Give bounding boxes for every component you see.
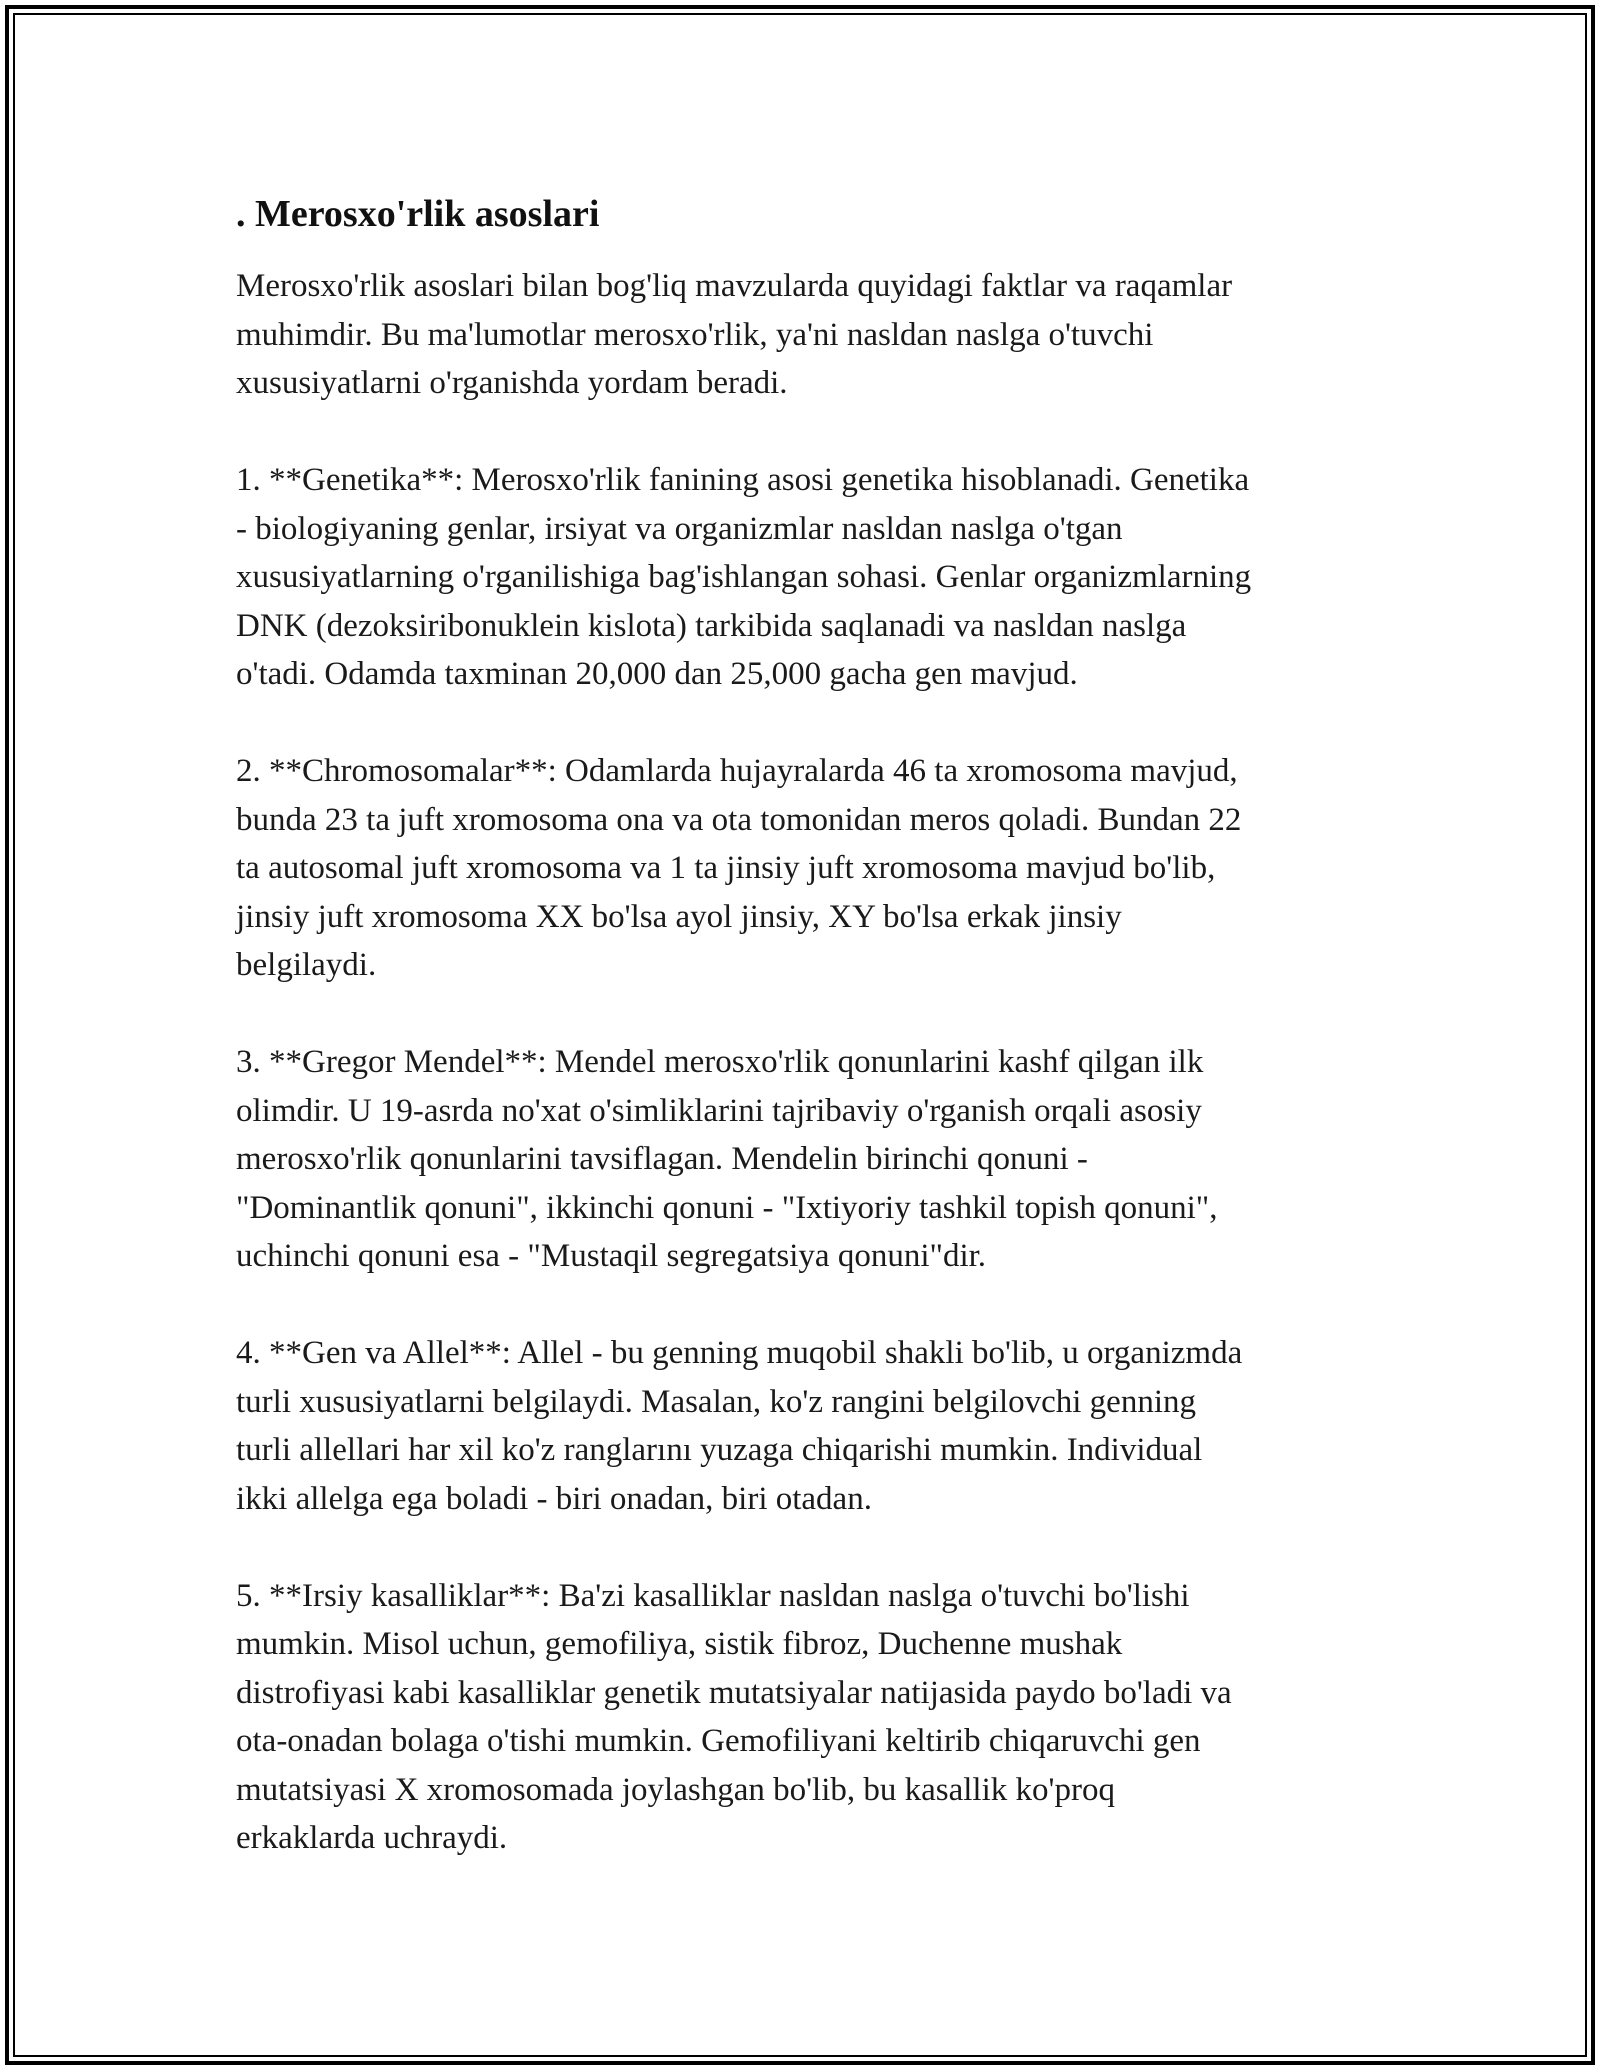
text-line: 4. **Gen va Allel**: Allel - bu genning muqobil shakli bo'lib, u organizmda xyxy=(236,1335,1243,1371)
text-line: 3. **Gregor Mendel**: Mendel merosxo'rlik qonunlarini kashf qilgan ilk xyxy=(236,1044,1204,1080)
text-line: jinsiy juft xromosoma XX bo'lsa ayol jinsiy, XY bo'lsa erkak jinsiy xyxy=(236,898,1122,935)
genetika-paragraph xyxy=(236,456,1376,699)
text-line: bunda 23 ta juft xromosoma ona va ota tomonidan meros qoladi. Bundan 22 xyxy=(236,801,1242,838)
text-line: ta autosomal juft xromosoma va 1 ta jinsiy juft xromosoma mavjud bo'lib, xyxy=(236,850,1216,886)
text-line: DNK (dezoksiribonuklein kislota) tarkibida saqlanadi va nasldan naslga xyxy=(236,607,1187,644)
text-line: mutatsiyasi X xromosomada joylashgan bo'lib, bu kasallik ko'proq xyxy=(236,1771,1115,1808)
text-line: 1. **Genetika**: Merosxo'rlik fanining asosi genetika hisoblanadi. Genetika xyxy=(236,462,1250,498)
document-title: . Merosxo'rlik asoslari xyxy=(236,193,600,235)
text-line: Merosxo'rlik asoslari bilan bog'liq mavzularda quyidagi faktlar va raqamlar xyxy=(236,268,1233,304)
text-line: xususiyatlarni o'rganishda yordam beradi. xyxy=(236,365,788,401)
text-line: "Dominantlik qonuni", ikkinchi qonuni - "Ixtiyoriy tashkil topish qonuni", xyxy=(236,1189,1218,1226)
text-line: belgilaydi. xyxy=(236,947,377,983)
gen-va-allel-paragraph xyxy=(236,1329,1376,1523)
text-line: muhimdir. Bu ma'lumotlar merosxo'rlik, ya'ni nasldan naslga o'tuvchi xyxy=(236,316,1154,353)
text-line: mumkin. Misol uchun, gemofiliya, sistik fibroz, Duchenne mushak xyxy=(236,1626,1123,1662)
text-line: olimdir. U 19-asrda no'xat o'simliklarini tajribaviy o'rganish orqali asosiy xyxy=(236,1092,1202,1129)
text-line: - biologiyaning genlar, irsiyat va organizmlar nasldan naslga o'tgan xyxy=(236,510,1123,547)
text-line: ota-onadan bolaga o'tishi mumkin. Gemofiliyani keltirib chiqaruvchi gen xyxy=(236,1723,1201,1759)
text-line: uchinchi qonuni esa - "Mustaqil segregatsiya qonuni"dir. xyxy=(236,1238,987,1274)
text-line: erkaklarda uchraydi. xyxy=(236,1820,508,1856)
irsiy-kasalliklar-paragraph xyxy=(236,1572,1376,1863)
gregor-mendel-paragraph xyxy=(236,1038,1376,1281)
text-line: 5. **Irsiy kasalliklar**: Ba'zi kasalliklar nasldan naslga o'tuvchi bo'lishi xyxy=(236,1577,1190,1614)
text-line: distrofiyasi kabi kasalliklar genetik mutatsiyalar natijasida paydo bo'ladi va xyxy=(236,1674,1232,1711)
text-line: turli allellari har xil ko'z ranglarını yuzaga chiqarishi mumkin. Individual xyxy=(236,1432,1203,1468)
text-line: xususiyatlarning o'rganilishiga bag'ishlangan sohasi. Genlar organizmlarning xyxy=(236,559,1252,595)
text-line: ikki allelga ega boladi - biri onadan, biri otadan. xyxy=(236,1480,872,1517)
text-line: turli xususiyatlarni belgilaydi. Masalan, ko'z rangini belgilovchi genning xyxy=(236,1383,1196,1420)
intro-paragraph xyxy=(236,262,1376,408)
text-line: merosxo'rlik qonunlarini tavsiflagan. Mendelin birinchi qonuni - xyxy=(236,1141,1088,1177)
chromosomalar-paragraph xyxy=(236,747,1376,990)
document-body xyxy=(236,190,1376,1911)
text-line: 2. **Chromosomalar**: Odamlarda hujayralarda 46 ta xromosoma mavjud, xyxy=(236,753,1238,789)
text-line: o'tadi. Odamda taxminan 20,000 dan 25,000 gacha gen mavjud. xyxy=(236,656,1078,692)
